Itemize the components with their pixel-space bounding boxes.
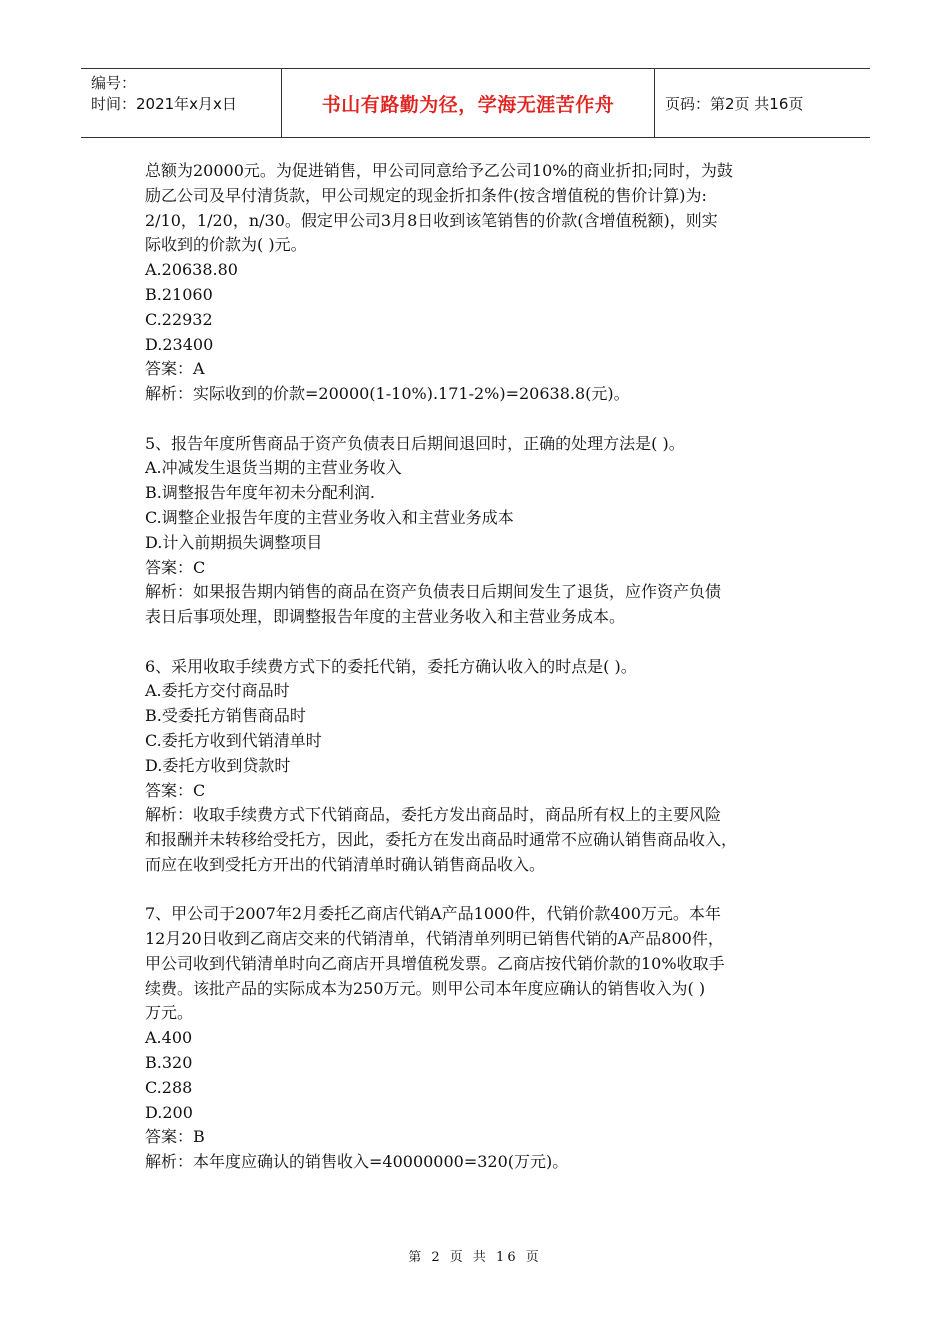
text-line: 解析：收取手续费方式下代销商品，委托方发出商品时，商品所有权上的主要风险 [145, 805, 722, 825]
question-block [145, 159, 825, 407]
text-line: 续费。该批产品的实际成本为250万元。则甲公司本年度应确认的销售收入为( ) [145, 978, 706, 998]
text-line: C.22932 [145, 309, 213, 329]
text-line: 际收到的价款为( )元。 [145, 235, 307, 255]
page-footer: 第 2 页 共 16 页 [408, 1250, 542, 1265]
question-block [145, 655, 825, 878]
text-line: 5、报告年度所售商品于资产负债表日后期间退回时，正确的处理方法是( )。 [145, 433, 685, 453]
block-spacer [145, 878, 825, 903]
text-line: 答案：A [145, 359, 205, 379]
text-line: 表日后事项处理，即调整报告年度的主营业务收入和主营业务成本。 [145, 607, 626, 627]
text-line: 6、采用收取手续费方式下的委托代销，委托方确认收入的时点是( )。 [145, 656, 637, 676]
question-block [145, 902, 825, 1175]
text-line: 12月20日收到乙商店交来的代销清单，代销清单列明已销售代销的A产品800件， [145, 929, 724, 949]
text-line: D.200 [145, 1102, 193, 1122]
header-meta [81, 69, 282, 137]
text-line: D.委托方收到贷款时 [145, 755, 291, 775]
page-header [81, 68, 870, 138]
text-line: 万元。 [145, 1003, 194, 1023]
text-line: 解析：本年度应确认的销售收入=40000000=320(万元)。 [145, 1152, 569, 1172]
text-line: B.调整报告年度年初未分配利润. [145, 483, 375, 503]
text-line: 答案：C [145, 557, 206, 577]
text-line: 甲公司收到代销清单时向乙商店开具增值税发票。乙商店按代销价款的10%收取手 [145, 953, 725, 973]
text-line: 励乙公司及早付清货款，甲公司规定的现金折扣条件(按含增值税的售价计算)为: [145, 185, 707, 205]
text-line: A.400 [145, 1028, 193, 1048]
block-spacer [145, 630, 825, 655]
text-line: 解析：实际收到的价款=20000(1-10%).171-2%)=20638.8(元)。 [145, 384, 630, 404]
text-line: 而应在收到受托方开出的代销清单时确认销售商品收入。 [145, 854, 546, 874]
serial-number-label: 编号： [91, 74, 137, 92]
text-line: B.320 [145, 1053, 193, 1073]
block-spacer [145, 407, 825, 432]
text-line: 解析：如果报告期内销售的商品在资产负债表日后期间发生了退货，应作资产负债 [145, 582, 722, 602]
text-line: A.20638.80 [145, 260, 238, 280]
text-line: B.21060 [145, 284, 213, 304]
text-line: D.23400 [145, 334, 214, 354]
text-line: D.计入前期损失调整项目 [145, 532, 323, 552]
text-line: 答案：B [145, 1127, 205, 1147]
text-line: 2/10，1/20，n/30。假定甲公司3月8日收到该笔销售的价款(含增值税额)，则实 [145, 210, 718, 230]
text-line: 总额为20000元。为促进销售，甲公司同意给予乙公司10%的商业折扣;同时，为鼓 [145, 161, 733, 180]
text-line: C.288 [145, 1077, 193, 1097]
text-line: 7、甲公司于2007年2月委托乙商店代销A产品1000件，代销价款400万元。本年 [145, 904, 721, 924]
header-page-info: 页码：第2页 共16页 [665, 94, 804, 113]
header-motto: 书山有路勤为径，学海无涯苦作舟 [282, 69, 655, 137]
text-line: C.委托方收到代销清单时 [145, 730, 322, 750]
text-line: B.受委托方销售商品时 [145, 706, 306, 726]
text-line: C.调整企业报告年度的主营业务收入和主营业务成本 [145, 507, 514, 527]
text-line: A.冲减发生退货当期的主营业务收入 [145, 458, 402, 478]
text-line: 和报酬并未转移给受托方，因此，委托方在发出商品时通常不应确认销售商品收入， [145, 830, 738, 850]
text-line: 答案：C [145, 780, 206, 800]
date-label: 时间：2021年x月x日 [91, 95, 237, 113]
document-body [145, 159, 825, 1175]
question-block [145, 432, 825, 630]
text-line: A.委托方交付商品时 [145, 681, 290, 701]
